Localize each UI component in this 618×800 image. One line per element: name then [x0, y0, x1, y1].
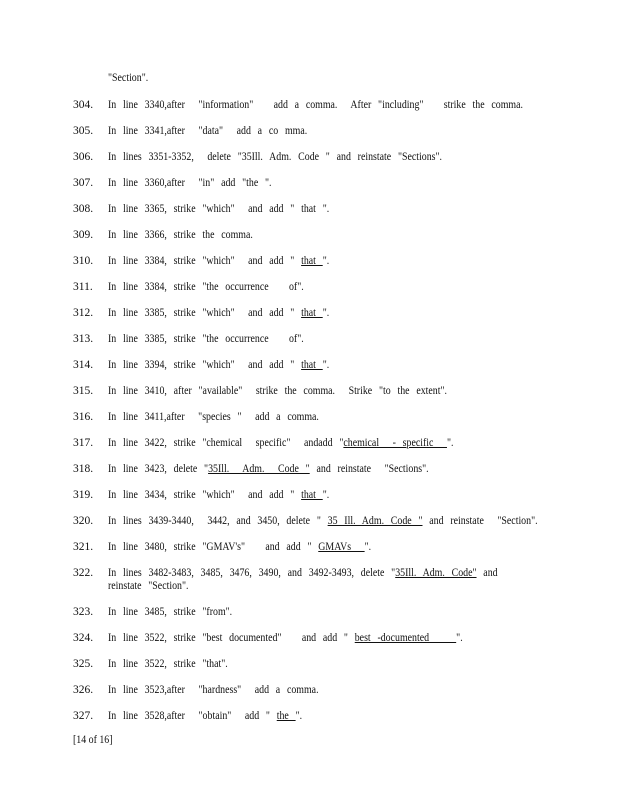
item-text: In line 3394, strike "which" and add " that ". — [108, 359, 330, 371]
item-text: In line 3528,after "obtain" add " the ". — [108, 710, 303, 722]
underlined-insertion: the — [276, 710, 296, 722]
item-number: 323. — [73, 606, 94, 618]
item-text: In line 3522, strike "that". — [108, 658, 228, 670]
underlined-insertion: that — [301, 489, 323, 501]
item-text: In line 3365, strike "which" and add " that ". — [108, 203, 330, 215]
underlined-insertion: 35 Ill. Adm. Code " — [327, 515, 423, 527]
item-text: In line 3522, strike "best documented" and add " best -documented ". — [108, 632, 463, 644]
item-text: In line 3360,after "in" add "the ". — [108, 177, 272, 189]
underlined-insertion: chemical - specific — [343, 437, 447, 449]
underlined-insertion: GMAVs — [318, 541, 365, 553]
item-text: In line 3384, strike "the occurrence of". — [108, 281, 304, 293]
item-number: 306. — [73, 151, 94, 163]
item-text: In lines 3439-3440, 3442, and 3450, delete " 35 Ill. Adm. Code " and reinstate "Section". — [108, 515, 538, 527]
item-number: 321. — [73, 541, 94, 553]
item-number: 309. — [73, 229, 94, 241]
item-number: 311. — [73, 281, 93, 293]
underlined-insertion: that — [301, 307, 323, 319]
item-number: 319. — [73, 489, 94, 501]
item-number: 305. — [73, 125, 94, 137]
item-number: 318. — [73, 463, 94, 475]
item-text: In line 3411,after "species " add a comma. — [108, 411, 319, 423]
item-text: In lines 3351-3352, delete "35Ill. Adm. Code " and reinstate "Sections". — [108, 151, 443, 163]
page-number: [14 of 16] — [73, 734, 113, 746]
item-number: 304. — [73, 99, 94, 111]
item-text: In line 3523,after "hardness" add a comma. — [108, 684, 319, 696]
item-number: 325. — [73, 658, 94, 670]
item-text: In line 3410, after "available" strike the comma. Strike "to the extent". — [108, 385, 448, 397]
item-number: 317. — [73, 437, 94, 449]
item-number: 322. — [73, 567, 94, 579]
item-text: In line 3485, strike "from". — [108, 606, 233, 618]
underlined-insertion: best -documented — [354, 632, 457, 644]
item-text: In line 3434, strike "which" and add " that ". — [108, 489, 330, 501]
item-number: 326. — [73, 684, 94, 696]
item-number: 310. — [73, 255, 94, 267]
item-number: 320. — [73, 515, 94, 527]
continuation-text: "Section". — [108, 72, 149, 84]
item-text: In line 3341,after "data" add a co mma. — [108, 125, 308, 137]
item-text: In line 3422, strike "chemical specific" andadd "chemical - specific ". — [108, 437, 454, 449]
item-number: 308. — [73, 203, 94, 215]
item-text: In line 3480, strike "GMAV's" and add " GMAVs ". — [108, 541, 372, 553]
item-number: 327. — [73, 710, 94, 722]
item-number: 307. — [73, 177, 94, 189]
item-text: In lines 3482-3483, 3485, 3476, 3490, and 3492-3493, delete "35Ill. Adm. Code" and reinstate "Section". — [108, 567, 498, 592]
underlined-insertion: 35Ill. Adm. Code" — [395, 567, 477, 579]
item-text: In line 3385, strike "which" and add " that ". — [108, 307, 330, 319]
item-number: 313. — [73, 333, 94, 345]
item-text: In line 3423, delete "35Ill. Adm. Code " and reinstate "Sections". — [108, 463, 429, 475]
underlined-insertion: that — [301, 359, 323, 371]
item-number: 324. — [73, 632, 94, 644]
item-text: In line 3385, strike "the occurrence of". — [108, 333, 304, 345]
item-text: In line 3340,after "information" add a comma. After "including" strike the comma. — [108, 99, 523, 111]
item-number: 314. — [73, 359, 94, 371]
underlined-insertion: 35Ill. Adm. Code " — [208, 463, 310, 475]
item-number: 312. — [73, 307, 94, 319]
item-number: 315. — [73, 385, 94, 397]
item-text: In line 3384, strike "which" and add " that ". — [108, 255, 330, 267]
item-number: 316. — [73, 411, 94, 423]
item-text: In line 3366, strike the comma. — [108, 229, 253, 241]
underlined-insertion: that — [301, 255, 323, 267]
